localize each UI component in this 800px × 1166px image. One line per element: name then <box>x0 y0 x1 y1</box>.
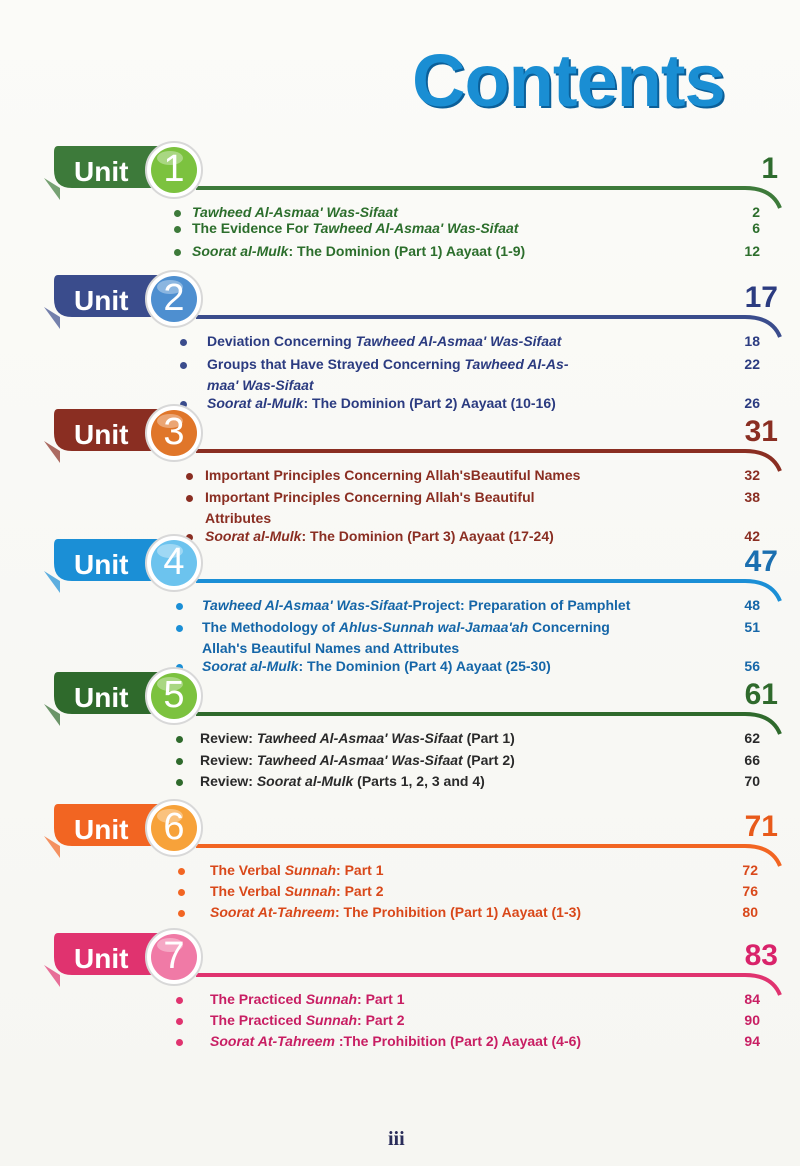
title-part: The Methodology of <box>202 619 339 635</box>
toc-entry[interactable] <box>0 883 800 904</box>
title-part: (Part 1) <box>462 730 515 746</box>
toc-entry[interactable] <box>0 220 800 243</box>
unit-start-page: 17 <box>744 281 778 314</box>
title-italic-part: Soorat al-Mulk <box>202 658 299 674</box>
toc-entry[interactable] <box>0 467 800 489</box>
toc-entry-page: 26 <box>744 395 760 411</box>
title-italic-part: Sunnah <box>305 1012 358 1028</box>
title-part: :The Prohibition (Part 2) Aayaat (4-6) <box>334 1033 582 1049</box>
title-italic-part: Tawheed Al-As- <box>464 356 569 372</box>
toc-entry-page: 38 <box>744 489 760 505</box>
toc-entry-title <box>202 597 630 613</box>
toc-entry-title <box>207 333 561 349</box>
title-part: Important Principles Concerning Allah'sBeautiful Names <box>205 467 581 483</box>
toc-entry[interactable] <box>0 640 800 658</box>
toc-entry[interactable] <box>0 991 800 1012</box>
page-title: Contents <box>412 39 725 122</box>
bullet-icon <box>176 997 183 1004</box>
toc-entry-page: 32 <box>744 467 760 483</box>
title-part: : The Dominion (Part 3) Aayaat (17-24) <box>301 528 554 544</box>
toc-entry-title <box>192 220 518 236</box>
toc-entry[interactable] <box>0 862 800 883</box>
title-part: : Part 1 <box>357 991 405 1007</box>
title-part: The Practiced <box>210 1012 306 1028</box>
title-part: Review: <box>200 730 257 746</box>
unit-number: 1 <box>163 148 185 190</box>
page-number: iii <box>388 1128 405 1150</box>
toc-entry-page: 80 <box>742 904 758 920</box>
bullet-icon <box>176 1018 183 1025</box>
toc-entry-title <box>205 510 271 526</box>
toc-entry-title <box>202 619 610 635</box>
title-part: : The Dominion (Part 4) Aayaat (25-30) <box>298 658 551 674</box>
toc-entry-page: 90 <box>744 1012 760 1028</box>
toc-entry[interactable] <box>0 1012 800 1033</box>
title-italic-part: Soorat al-Mulk <box>192 243 289 259</box>
bullet-icon <box>176 625 183 632</box>
bullet-icon <box>178 910 185 917</box>
title-italic-part: Tawheed Al-Asmaa' Was-Sifaat <box>202 597 408 613</box>
toc-entry-page: 56 <box>744 658 760 674</box>
title-part: -Project: Preparation of Pamphlet <box>407 597 631 613</box>
title-italic-part: Ahlus-Sunnah wal-Jamaa'ah <box>338 619 529 635</box>
unit-3 <box>0 401 800 544</box>
bullet-icon <box>176 758 183 765</box>
toc-entry-title <box>210 904 581 920</box>
title-part: (Parts 1, 2, 3 and 4) <box>353 773 485 789</box>
title-italic-part: Soorat al-Mulk <box>207 395 304 411</box>
title-italic-part: Sunnah <box>305 991 358 1007</box>
bullet-icon <box>174 226 181 233</box>
toc-entry-page: 12 <box>744 243 760 259</box>
toc-entry-page: 66 <box>744 752 760 768</box>
toc-entry-page: 18 <box>744 333 760 349</box>
toc-entry[interactable] <box>0 1033 800 1054</box>
toc-entry-page: 76 <box>742 883 758 899</box>
toc-entry-title <box>205 467 580 483</box>
unit-start-page: 71 <box>744 810 778 843</box>
title-italic-part: Tawheed Al-Asmaa' Was-Sifaat <box>355 333 562 349</box>
bullet-icon <box>186 495 193 502</box>
toc-entry-title <box>207 356 568 372</box>
toc-entry-page: 51 <box>744 619 760 635</box>
title-part: : Part 2 <box>336 883 384 899</box>
bullet-icon <box>178 868 185 875</box>
unit-number: 5 <box>163 674 185 716</box>
title-part: : The Dominion (Part 2) Aayaat (10-16) <box>303 395 556 411</box>
title-part: Allah's Beautiful Names and Attributes <box>202 640 460 656</box>
bullet-icon <box>176 603 183 610</box>
title-part: : Part 2 <box>357 1012 405 1028</box>
toc-entry[interactable] <box>0 773 800 794</box>
unit-label: Unit <box>74 682 129 713</box>
toc-entry[interactable] <box>0 752 800 773</box>
bullet-icon <box>180 339 187 346</box>
title-part: Important Principles Concerning Allah's Beautiful <box>205 489 535 505</box>
title-part: Concerning <box>528 619 610 635</box>
toc-entry-page: 2 <box>752 204 760 220</box>
title-part: : Part 1 <box>336 862 384 878</box>
toc-entry[interactable] <box>0 356 800 377</box>
toc-entry[interactable] <box>0 904 800 925</box>
unit-start-page: 83 <box>744 939 778 972</box>
unit-number: 3 <box>163 411 185 453</box>
unit-1 <box>0 138 800 268</box>
title-italic-part: Soorat al-Mulk <box>256 773 354 789</box>
toc-entry[interactable] <box>0 333 800 356</box>
unit-start-page: 47 <box>744 545 778 578</box>
title-part: : The Prohibition (Part 1) Aayaat (1-3) <box>334 904 582 920</box>
title-italic-part: maa' Was-Sifaat <box>207 377 314 393</box>
title-italic-part: Soorat al-Mulk <box>205 528 302 544</box>
unit-label: Unit <box>74 156 129 187</box>
toc-entry-title <box>210 883 384 899</box>
unit-number: 4 <box>163 541 185 583</box>
unit-label: Unit <box>74 419 129 450</box>
toc-entry-title <box>210 1033 581 1049</box>
bullet-icon <box>174 210 181 217</box>
bullet-icon <box>176 779 183 786</box>
toc-entry[interactable] <box>0 597 800 619</box>
toc-entry[interactable] <box>0 489 800 510</box>
title-part: Review: <box>200 773 257 789</box>
unit-label: Unit <box>74 549 129 580</box>
unit-7 <box>0 925 800 1055</box>
toc-entry-page: 72 <box>742 862 758 878</box>
title-part: The Evidence For <box>192 220 313 236</box>
title-part: Groups that Have Strayed Concerning <box>207 356 465 372</box>
toc-entry-title <box>210 991 405 1007</box>
title-part: The Verbal <box>210 883 285 899</box>
toc-entry[interactable] <box>0 619 800 640</box>
title-part: Review: <box>200 752 257 768</box>
toc-entry-title <box>202 640 459 656</box>
bullet-icon <box>176 736 183 743</box>
toc-entry-page: 62 <box>744 730 760 746</box>
title-italic-part: Soorat At-Tahreem <box>210 904 335 920</box>
toc-entry-title <box>192 204 398 220</box>
toc-entry[interactable] <box>0 377 800 395</box>
toc-entry-title <box>210 1012 405 1028</box>
title-part: Attributes <box>205 510 272 526</box>
unit-label: Unit <box>74 285 129 316</box>
bullet-icon <box>180 362 187 369</box>
unit-number: 6 <box>163 806 185 848</box>
title-part: Deviation Concerning <box>207 333 356 349</box>
toc-entry-title <box>210 862 384 878</box>
toc-entry-page: 6 <box>752 220 760 236</box>
title-italic-part: Tawheed Al-Asmaa' Was-Sifaat <box>256 752 463 768</box>
unit-4 <box>0 531 800 674</box>
unit-start-page: 1 <box>761 152 778 185</box>
toc-entry-title <box>205 489 535 505</box>
unit-start-page: 31 <box>744 415 778 448</box>
title-part: The Practiced <box>210 991 306 1007</box>
toc-entry-page: 70 <box>744 773 760 789</box>
bullet-icon <box>178 889 185 896</box>
title-italic-part: Sunnah <box>284 862 337 878</box>
title-italic-part: Tawheed Al-Asmaa' Was-Sifaat <box>192 204 398 220</box>
unit-start-page: 61 <box>744 678 778 711</box>
toc-entry-page: 94 <box>744 1033 760 1049</box>
toc-entry[interactable] <box>0 204 800 220</box>
title-italic-part: Soorat At-Tahreem <box>210 1033 335 1049</box>
bullet-icon <box>186 473 193 480</box>
toc-entry-title <box>192 243 525 259</box>
toc-entry-page: 22 <box>744 356 760 372</box>
unit-6 <box>0 796 800 926</box>
bullet-icon <box>174 249 181 256</box>
title-italic-part: Sunnah <box>284 883 337 899</box>
toc-entry-title <box>200 773 485 789</box>
toc-entry-title <box>200 752 515 768</box>
toc-entry[interactable] <box>0 243 800 265</box>
title-italic-part: Tawheed Al-Asmaa' Was-Sifaat <box>312 220 519 236</box>
title-part: The Verbal <box>210 862 285 878</box>
unit-label: Unit <box>74 943 129 974</box>
unit-number: 7 <box>163 935 185 977</box>
toc-entry[interactable] <box>0 510 800 528</box>
title-part: (Part 2) <box>462 752 515 768</box>
toc-entry-page: 42 <box>744 528 760 544</box>
toc-entry-page: 84 <box>744 991 760 1007</box>
toc-entry-page: 48 <box>744 597 760 613</box>
title-italic-part: Tawheed Al-Asmaa' Was-Sifaat <box>256 730 463 746</box>
title-part: : The Dominion (Part 1) Aayaat (1-9) <box>288 243 526 259</box>
unit-label: Unit <box>74 814 129 845</box>
unit-5 <box>0 664 800 794</box>
unit-number: 2 <box>163 277 185 319</box>
bullet-icon <box>176 1039 183 1046</box>
toc-entry[interactable] <box>0 730 800 752</box>
toc-entry-title <box>207 377 314 393</box>
toc-entry-title <box>200 730 515 746</box>
unit-2 <box>0 267 800 411</box>
